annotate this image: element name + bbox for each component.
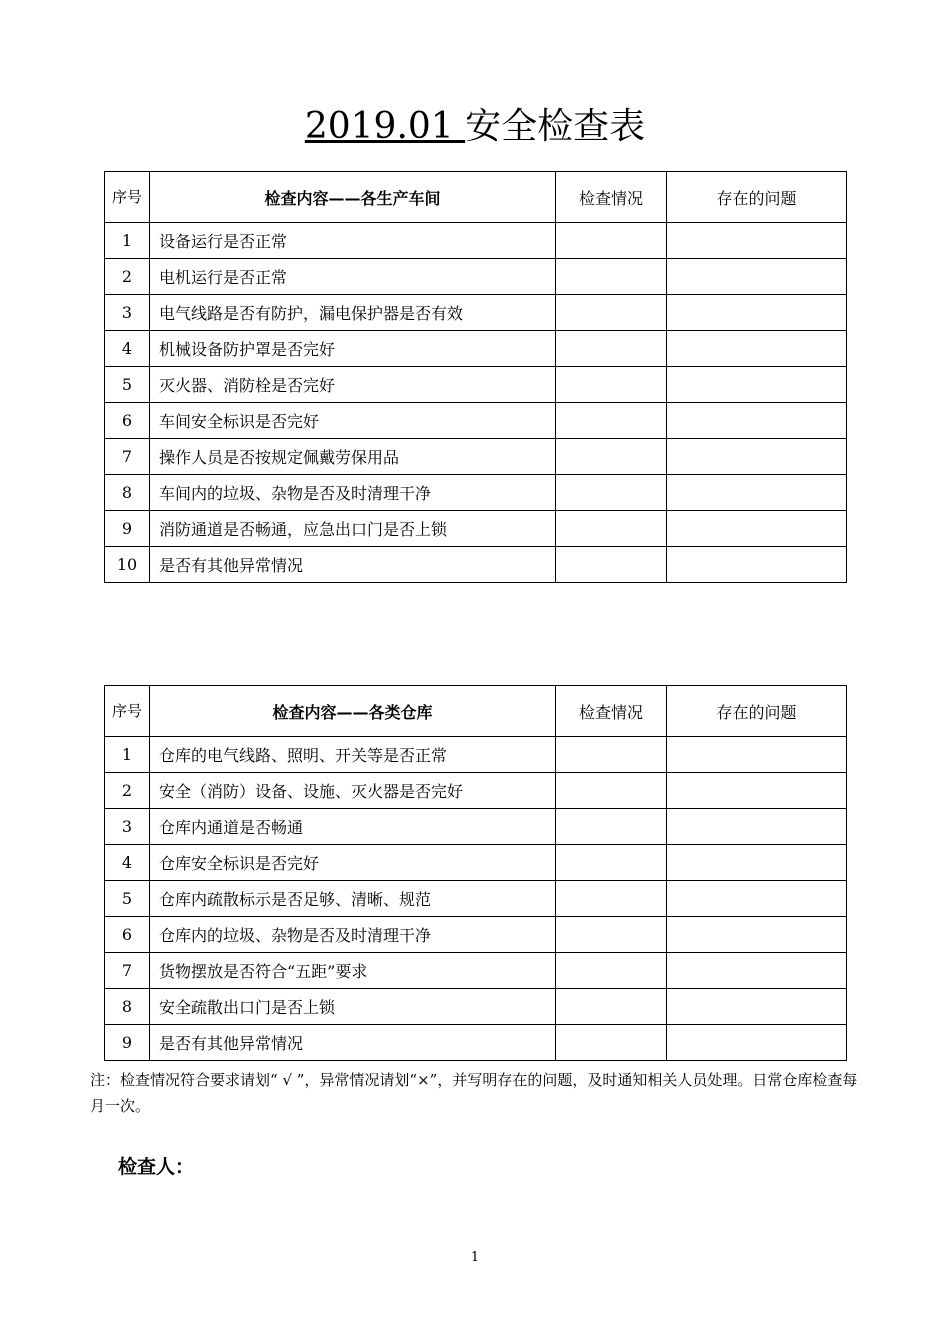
status-cell[interactable] <box>556 1025 667 1061</box>
row-number: 6 <box>105 403 150 439</box>
inspector-label: 检查人： <box>118 1156 195 1178</box>
row-item: 车间内的垃圾、杂物是否及时清理干净 <box>150 475 556 511</box>
header-content: 检查内容——各类仓库 <box>150 686 556 737</box>
row-number: 8 <box>105 989 150 1025</box>
problems-cell[interactable] <box>667 511 847 547</box>
status-cell[interactable] <box>556 439 667 475</box>
status-cell[interactable] <box>556 259 667 295</box>
table-row <box>105 295 847 331</box>
problems-cell[interactable] <box>667 331 847 367</box>
title-number: 2019.01 <box>304 106 466 147</box>
row-item: 灭火器、消防栓是否完好 <box>150 367 556 403</box>
row-number: 3 <box>105 809 150 845</box>
warehouse-checklist-table <box>104 685 847 1061</box>
status-cell[interactable] <box>556 989 667 1025</box>
problems-cell[interactable] <box>667 547 847 583</box>
status-cell[interactable] <box>556 953 667 989</box>
problems-cell[interactable] <box>667 953 847 989</box>
row-item: 电气线路是否有防护，漏电保护器是否有效 <box>150 295 556 331</box>
status-cell[interactable] <box>556 475 667 511</box>
row-item: 安全（消防）设备、设施、灭火器是否完好 <box>150 773 556 809</box>
table-row <box>105 881 847 917</box>
row-number: 9 <box>105 1025 150 1061</box>
row-number: 6 <box>105 917 150 953</box>
status-cell[interactable] <box>556 881 667 917</box>
row-item: 安全疏散出口门是否上锁 <box>150 989 556 1025</box>
problems-cell[interactable] <box>667 475 847 511</box>
row-number: 2 <box>105 773 150 809</box>
status-cell[interactable] <box>556 295 667 331</box>
table-row <box>105 547 847 583</box>
problems-cell[interactable] <box>667 989 847 1025</box>
table-row <box>105 259 847 295</box>
problems-cell[interactable] <box>667 845 847 881</box>
table-row <box>105 809 847 845</box>
status-cell[interactable] <box>556 367 667 403</box>
row-item: 电机运行是否正常 <box>150 259 556 295</box>
header-status: 检查情况 <box>556 686 667 737</box>
header-status: 检查情况 <box>556 172 667 223</box>
row-number: 1 <box>105 223 150 259</box>
row-number: 7 <box>105 953 150 989</box>
page-number: 1 <box>470 1250 480 1265</box>
table-row <box>105 953 847 989</box>
problems-cell[interactable] <box>667 809 847 845</box>
status-cell[interactable] <box>556 773 667 809</box>
table-row <box>105 331 847 367</box>
table-header-row <box>105 172 847 223</box>
row-item: 消防通道是否畅通，应急出口门是否上锁 <box>150 511 556 547</box>
row-item: 操作人员是否按规定佩戴劳保用品 <box>150 439 556 475</box>
row-number: 8 <box>105 475 150 511</box>
table-row <box>105 845 847 881</box>
table-row <box>105 1025 847 1061</box>
row-item: 货物摆放是否符合“五距”要求 <box>150 953 556 989</box>
status-cell[interactable] <box>556 809 667 845</box>
row-number: 9 <box>105 511 150 547</box>
table-row <box>105 223 847 259</box>
status-cell[interactable] <box>556 331 667 367</box>
status-cell[interactable] <box>556 737 667 773</box>
status-cell[interactable] <box>556 223 667 259</box>
table-row <box>105 475 847 511</box>
row-item: 仓库内通道是否畅通 <box>150 809 556 845</box>
row-number: 1 <box>105 737 150 773</box>
row-number: 7 <box>105 439 150 475</box>
problems-cell[interactable] <box>667 773 847 809</box>
table-row <box>105 403 847 439</box>
row-item: 是否有其他异常情况 <box>150 547 556 583</box>
row-number: 2 <box>105 259 150 295</box>
problems-cell[interactable] <box>667 737 847 773</box>
table-row <box>105 737 847 773</box>
row-item: 设备运行是否正常 <box>150 223 556 259</box>
table-row <box>105 989 847 1025</box>
row-item: 车间安全标识是否完好 <box>150 403 556 439</box>
header-problems: 存在的问题 <box>667 686 847 737</box>
row-item: 仓库内的垃圾、杂物是否及时清理干净 <box>150 917 556 953</box>
header-index: 序号 <box>105 172 150 223</box>
status-cell[interactable] <box>556 403 667 439</box>
status-cell[interactable] <box>556 547 667 583</box>
table-row <box>105 773 847 809</box>
table-header-row <box>105 686 847 737</box>
table-row <box>105 439 847 475</box>
table-row <box>105 367 847 403</box>
problems-cell[interactable] <box>667 917 847 953</box>
problems-cell[interactable] <box>667 223 847 259</box>
problems-cell[interactable] <box>667 367 847 403</box>
row-number: 10 <box>105 547 150 583</box>
problems-cell[interactable] <box>667 439 847 475</box>
header-content: 检查内容——各生产车间 <box>150 172 556 223</box>
row-item: 机械设备防护罩是否完好 <box>150 331 556 367</box>
row-item: 仓库的电气线路、照明、开关等是否正常 <box>150 737 556 773</box>
row-item: 是否有其他异常情况 <box>150 1025 556 1061</box>
status-cell[interactable] <box>556 511 667 547</box>
page-title <box>0 98 950 149</box>
table-row <box>105 511 847 547</box>
row-number: 4 <box>105 331 150 367</box>
note-text: 注：检查情况符合要求请划“ √ ”，异常情况请划“×”，并写明存在的问题，及时通知相关人员处理。日常仓库检查每月一次。 <box>90 1071 858 1115</box>
row-number: 5 <box>105 881 150 917</box>
row-number: 4 <box>105 845 150 881</box>
workshop-checklist-table <box>104 171 847 583</box>
status-cell[interactable] <box>556 845 667 881</box>
status-cell[interactable] <box>556 917 667 953</box>
problems-cell[interactable] <box>667 259 847 295</box>
row-number: 3 <box>105 295 150 331</box>
row-item: 仓库安全标识是否完好 <box>150 845 556 881</box>
problems-cell[interactable] <box>667 881 847 917</box>
title-text: 安全检查表 <box>465 106 646 147</box>
row-item: 仓库内疏散标示是否足够、清晰、规范 <box>150 881 556 917</box>
table-row <box>105 917 847 953</box>
problems-cell[interactable] <box>667 295 847 331</box>
row-number: 5 <box>105 367 150 403</box>
problems-cell[interactable] <box>667 403 847 439</box>
problems-cell[interactable] <box>667 1025 847 1061</box>
header-problems: 存在的问题 <box>667 172 847 223</box>
header-index: 序号 <box>105 686 150 737</box>
